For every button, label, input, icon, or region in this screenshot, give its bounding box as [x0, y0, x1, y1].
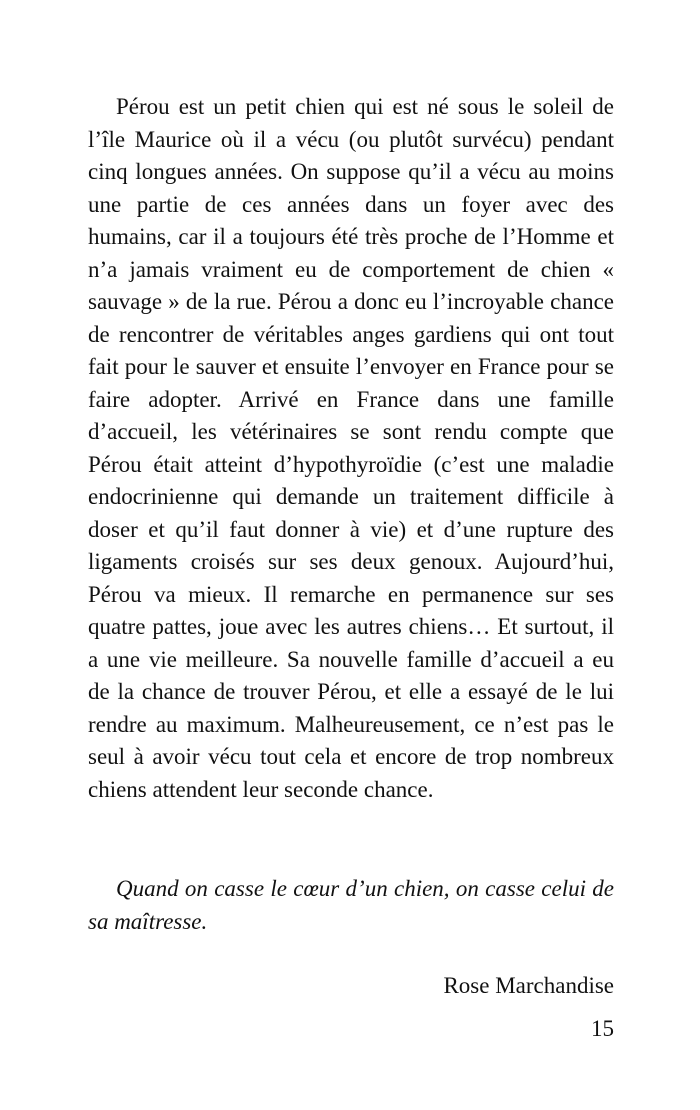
body-paragraph: Pérou est un petit chien qui est né sous le soleil de l’île Maurice où il a vécu (ou plutôt survécu) pendant cinq longues années. On suppose qu’il a vécu au moins une partie de ces années dans un foyer avec des humains, car il a toujours été très proche de l’Homme et n’a jamais vraiment eu de comportement de chien « sauvage » de la rue. Pérou a donc eu l’incroyable chance de rencontrer de véritables anges gardiens qui ont tout fait pour le sauver et ensuite l’envoyer en France pour se faire adopter. Arrivé en France dans une famille d’accueil, les vétérinaires se sont rendu compte que Pérou était atteint d’hypothyroïdie (c’est une maladie endocrinienne qui demande un traitement difficile à doser et qu’il faut donner à vie) et d’une rupture des ligaments croisés sur ses deux genoux. Aujourd’hui, Pérou va mieux. Il remarche en permanence sur ses quatre pattes, joue avec les autres chiens… Et surtout, il a une vie meilleure. Sa nouvelle famille d’accueil a eu de la chance de trouver Pérou, et elle a essayé de le lui rendre au maximum. Malheureusement, ce n’est pas le seul à avoir vécu tout cela et encore de trop nombreux chiens attendent leur seconde chance.: [88, 94, 614, 802]
closing-quote: Quand on casse le cœur d’un chien, on casse celui de sa maîtresse.: [88, 876, 614, 934]
page-number: 15: [591, 1016, 614, 1041]
author-signature: Rose Marchandise: [443, 973, 614, 998]
